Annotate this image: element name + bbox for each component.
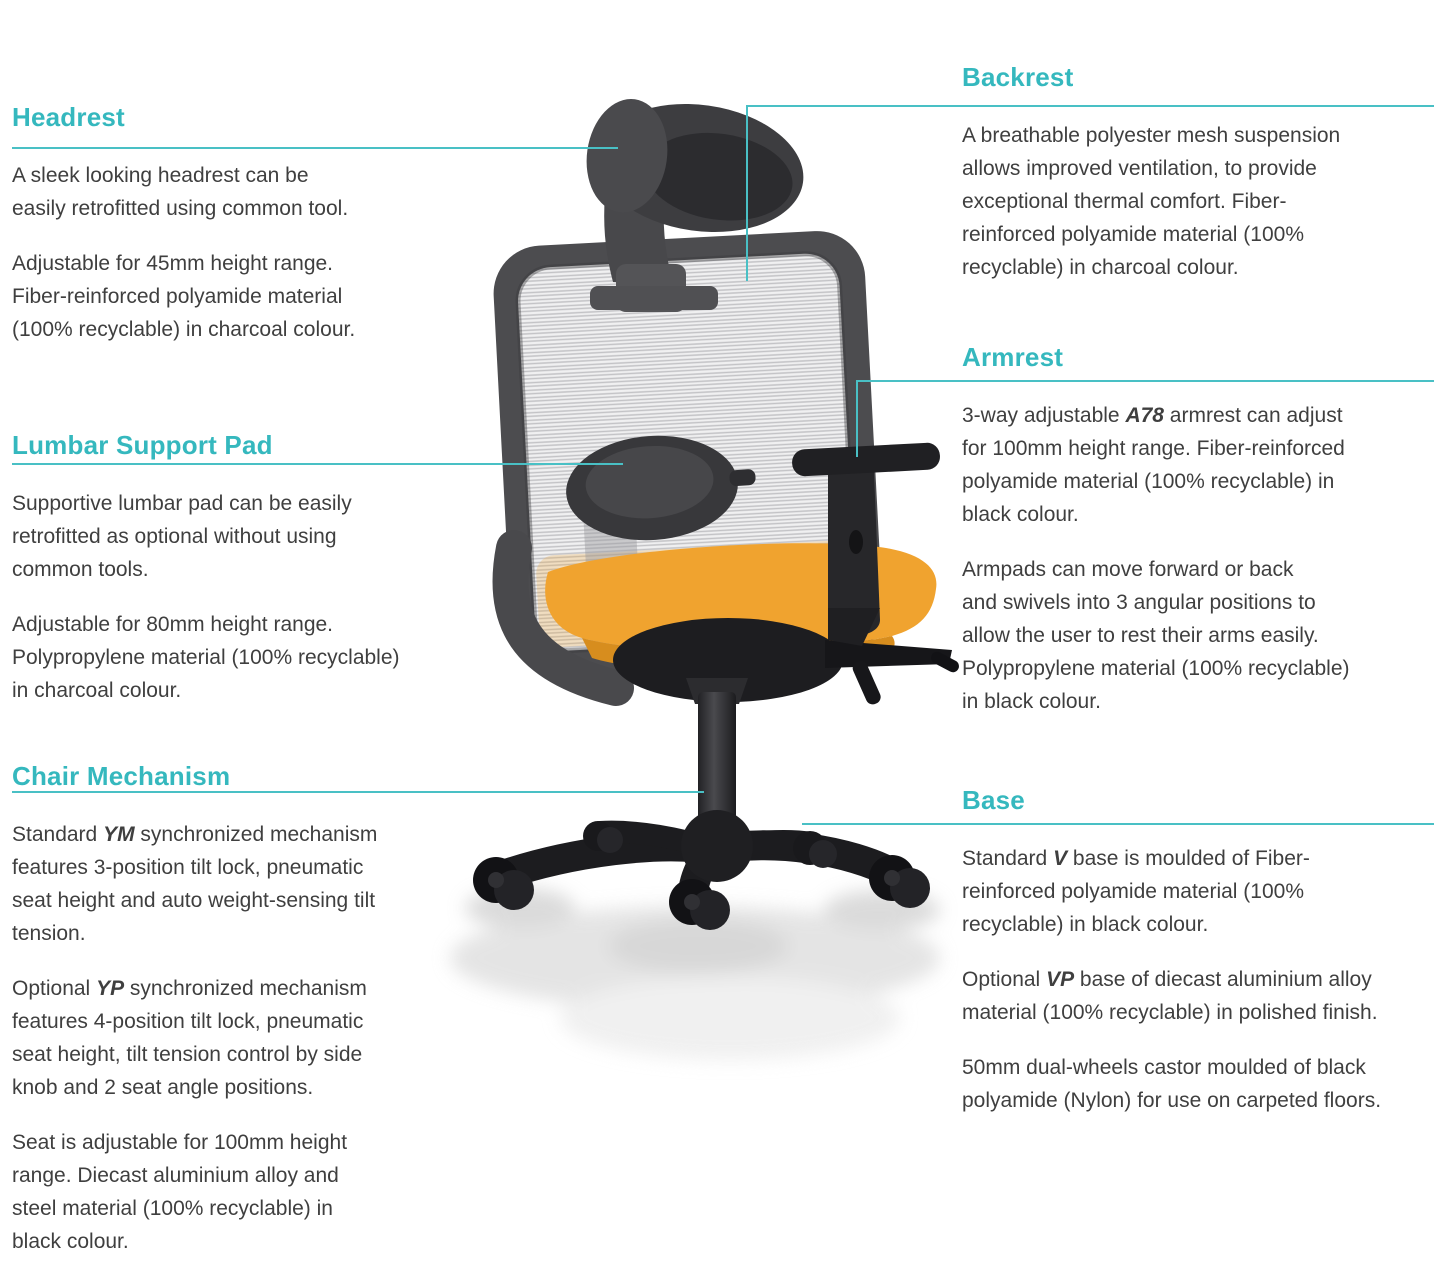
leader-line-backrest <box>746 105 1434 107</box>
section-title-mechanism: Chair Mechanism <box>12 761 231 791</box>
armrest-paragraph-2: Armpads can move forward or back and swivels into 3 angular positions to allow the user to rest their arms easily. Polypropylene material (100% recyclable) in black colour. <box>962 558 1350 713</box>
section-title-headrest: Headrest <box>12 102 125 132</box>
section-armrest <box>962 341 1442 718</box>
lumbar-paragraph-2: Adjustable for 80mm height range. Polypropylene material (100% recyclable) in charcoal colour. <box>12 613 400 702</box>
leader-line-armrest <box>856 380 1434 382</box>
leader-line-lumbar <box>12 463 623 465</box>
leader-line-base <box>802 823 1434 825</box>
base-hub <box>681 810 753 882</box>
headrest-paragraph-2: Adjustable for 45mm height range. Fiber-reinforced polyamide material (100% recyclable) in charcoal colour. <box>12 252 356 341</box>
leader-line-headrest <box>12 147 618 149</box>
base-paragraph-3: 50mm dual-wheels castor moulded of black polyamide (Nylon) for use on carpeted floors. <box>962 1056 1382 1112</box>
section-headrest <box>12 101 468 346</box>
section-title-backrest: Backrest <box>962 62 1074 92</box>
section-lumbar-support-pad <box>12 429 468 707</box>
chair-illustration <box>430 80 970 1090</box>
section-backrest <box>962 61 1442 284</box>
section-base <box>962 784 1442 1117</box>
section-title-base: Base <box>962 785 1025 815</box>
armrest-paragraph-1: 3-way adjustable A78 armrest can adjust for 100mm height range. Fiber-reinforced polyamide material (100% recyclable) in black colour. <box>962 404 1345 526</box>
seat-mechanism <box>613 618 961 707</box>
mechanism-paragraph-3: Seat is adjustable for 100mm height range. Diecast aluminium alloy and steel material (100% recyclable) in black colour. <box>12 1131 348 1253</box>
mechanism-paragraph-1: Standard YM synchronized mechanism features 3-position tilt lock, pneumatic seat height and auto weight-sensing tilt tension. <box>12 823 378 945</box>
backrest-paragraph-1: A breathable polyester mesh suspension allows improved ventilation, to provide exceptional thermal comfort. Fiber- reinforced polyamide material (100% recyclable) in charcoal colour. <box>962 124 1341 279</box>
leader-line-backrest-drop <box>746 105 748 281</box>
caster-wheel-back-right <box>793 831 837 868</box>
base-paragraph-1: Standard V base is moulded of Fiber- reinforced polyamide material (100% recyclable) in black colour. <box>962 847 1310 936</box>
section-chair-mechanism <box>12 760 468 1258</box>
leader-line-armrest-drop <box>856 380 858 457</box>
mechanism-paragraph-2: Optional YP synchronized mechanism features 4-position tilt lock, pneumatic seat height, tilt tension control by side knob and 2 seat angle positions. <box>12 977 367 1099</box>
section-title-lumbar: Lumbar Support Pad <box>12 430 273 460</box>
lumbar-paragraph-1: Supportive lumbar pad can be easily retrofitted as optional without using common tools. <box>12 492 352 581</box>
headrest-paragraph-1: A sleek looking headrest can be easily retrofitted using common tool. <box>12 164 349 220</box>
leader-line-mechanism <box>12 791 704 793</box>
section-title-armrest: Armrest <box>962 342 1064 372</box>
base-paragraph-2: Optional VP base of diecast aluminium alloy material (100% recyclable) in polished finish. <box>962 968 1378 1024</box>
